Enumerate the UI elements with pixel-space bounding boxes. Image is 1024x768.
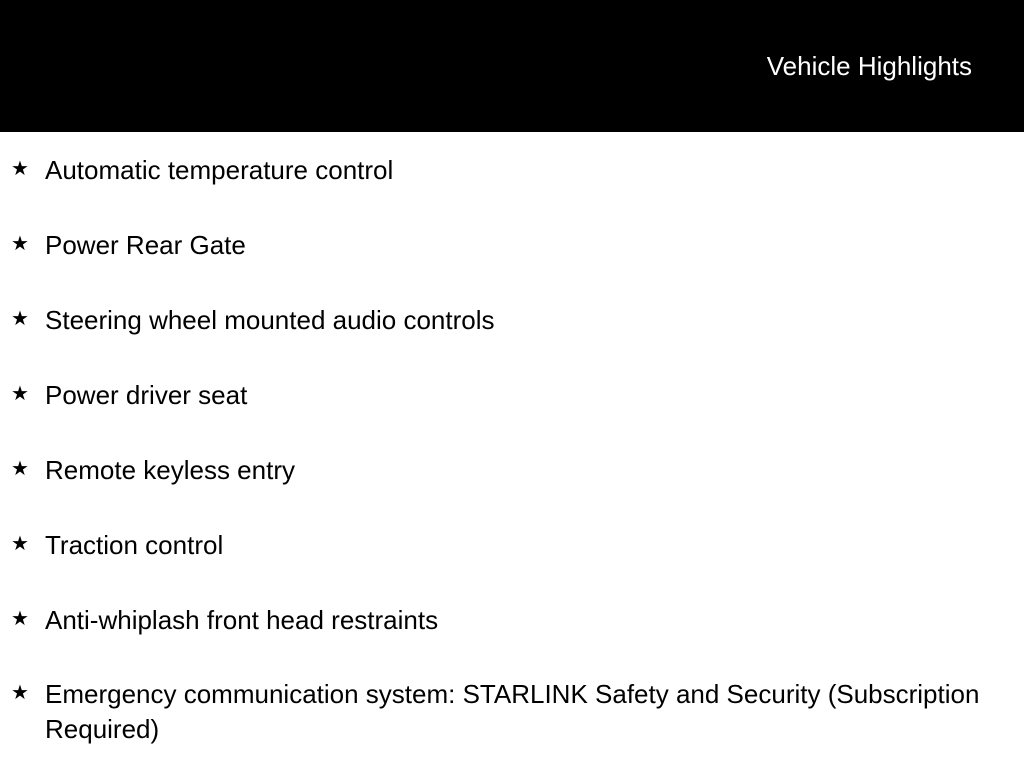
star-icon: ★ (11, 233, 29, 255)
star-icon: ★ (11, 158, 29, 180)
list-item-text: Traction control (45, 530, 224, 560)
star-icon: ★ (11, 458, 29, 480)
star-icon: ★ (11, 383, 29, 405)
list-item-text: Remote keyless entry (45, 455, 295, 485)
star-icon: ★ (11, 608, 29, 630)
list-item-text: Power driver seat (45, 380, 248, 410)
star-icon: ★ (11, 533, 29, 555)
list-item-text: Power Rear Gate (45, 230, 246, 260)
page-title: Vehicle Highlights (766, 51, 972, 81)
list-item-text: Anti-whiplash front head restraints (45, 605, 439, 635)
star-icon: ★ (11, 682, 29, 704)
star-icon: ★ (11, 308, 29, 330)
list-item-text: Steering wheel mounted audio controls (45, 305, 495, 335)
list-item-text: Automatic temperature control (45, 155, 394, 185)
header-bar (0, 0, 1024, 132)
list-item-text: Emergency communication system: STARLINK Safety and Security (Subscription Required) (45, 679, 980, 744)
